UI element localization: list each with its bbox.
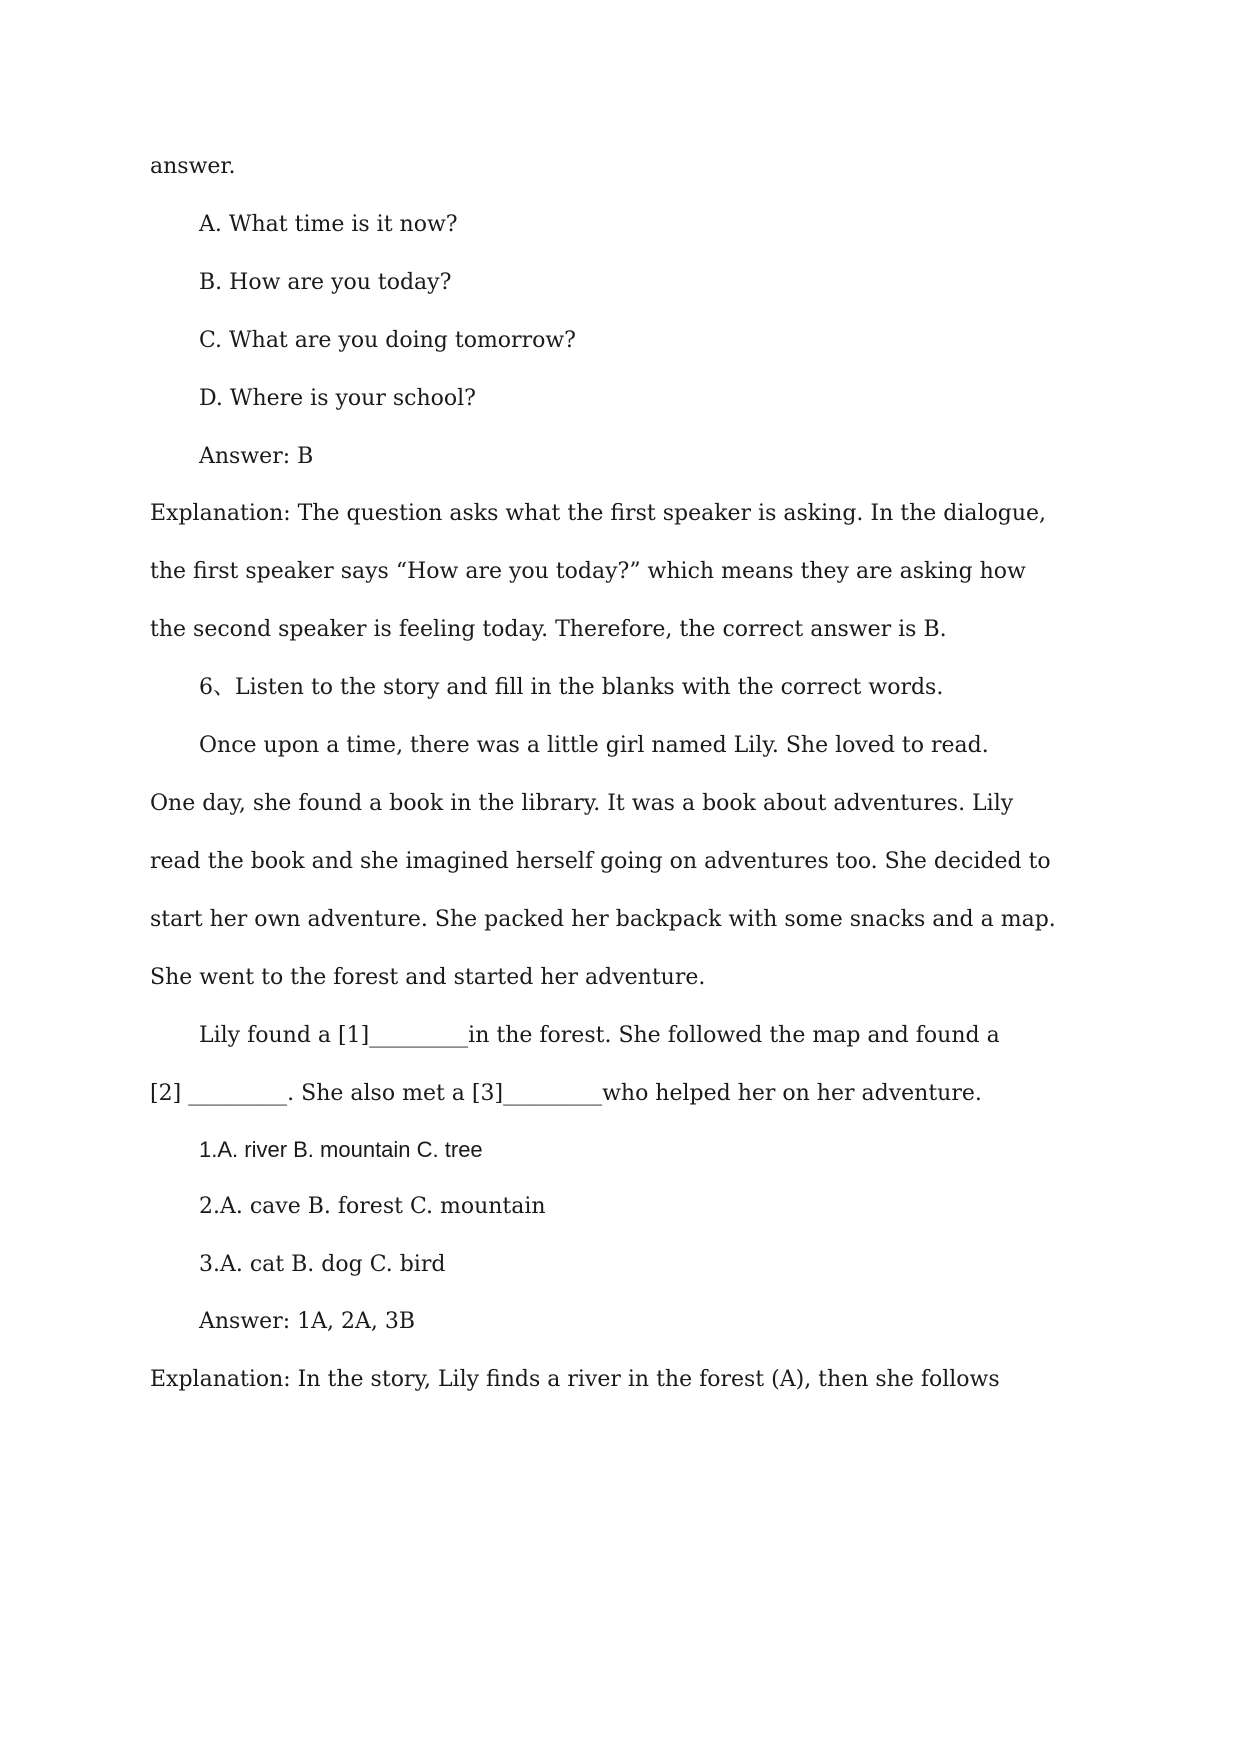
option-b: B. How are you today?: [199, 270, 452, 295]
fill-in-line-2: [2] _________. She also met a [3]_________who helped her on her adventure.: [150, 1081, 982, 1106]
answer-line: Answer: B: [199, 444, 314, 469]
fill-in-line-1: Lily found a [1]_________in the forest. She followed the map and found a: [199, 1023, 1000, 1048]
choice-set-1: 1.A. river B. mountain C. tree: [199, 1137, 483, 1162]
option-c: C. What are you doing tomorrow?: [199, 328, 576, 353]
explanation-line-2: the first speaker says “How are you today?” which means they are asking how: [150, 559, 1026, 584]
answer-continuation: answer.: [150, 154, 236, 179]
choice-set-3: 3.A. cat B. dog C. bird: [199, 1252, 446, 1277]
question-6-heading: 6、Listen to the story and fill in the blanks with the correct words.: [199, 675, 944, 700]
story-line-5: She went to the forest and started her adventure.: [150, 965, 706, 990]
story-line-2: One day, she found a book in the library. It was a book about adventures. Lily: [150, 791, 1014, 816]
answer-line-6: Answer: 1A, 2A, 3B: [199, 1309, 416, 1334]
choice-set-2: 2.A. cave B. forest C. mountain: [199, 1194, 546, 1219]
explanation-6-line-1: Explanation: In the story, Lily finds a river in the forest (A), then she follows: [150, 1367, 1000, 1392]
option-d: D. Where is your school?: [199, 386, 476, 411]
story-line-4: start her own adventure. She packed her backpack with some snacks and a map.: [150, 907, 1056, 932]
story-line-3: read the book and she imagined herself going on adventures too. She decided to: [150, 849, 1051, 874]
story-line-1: Once upon a time, there was a little girl named Lily. She loved to read.: [199, 733, 989, 758]
option-a: A. What time is it now?: [199, 212, 458, 237]
explanation-line-3: the second speaker is feeling today. Therefore, the correct answer is B.: [150, 617, 947, 642]
explanation-line-1: Explanation: The question asks what the first speaker is asking. In the dialogue,: [150, 501, 1047, 526]
